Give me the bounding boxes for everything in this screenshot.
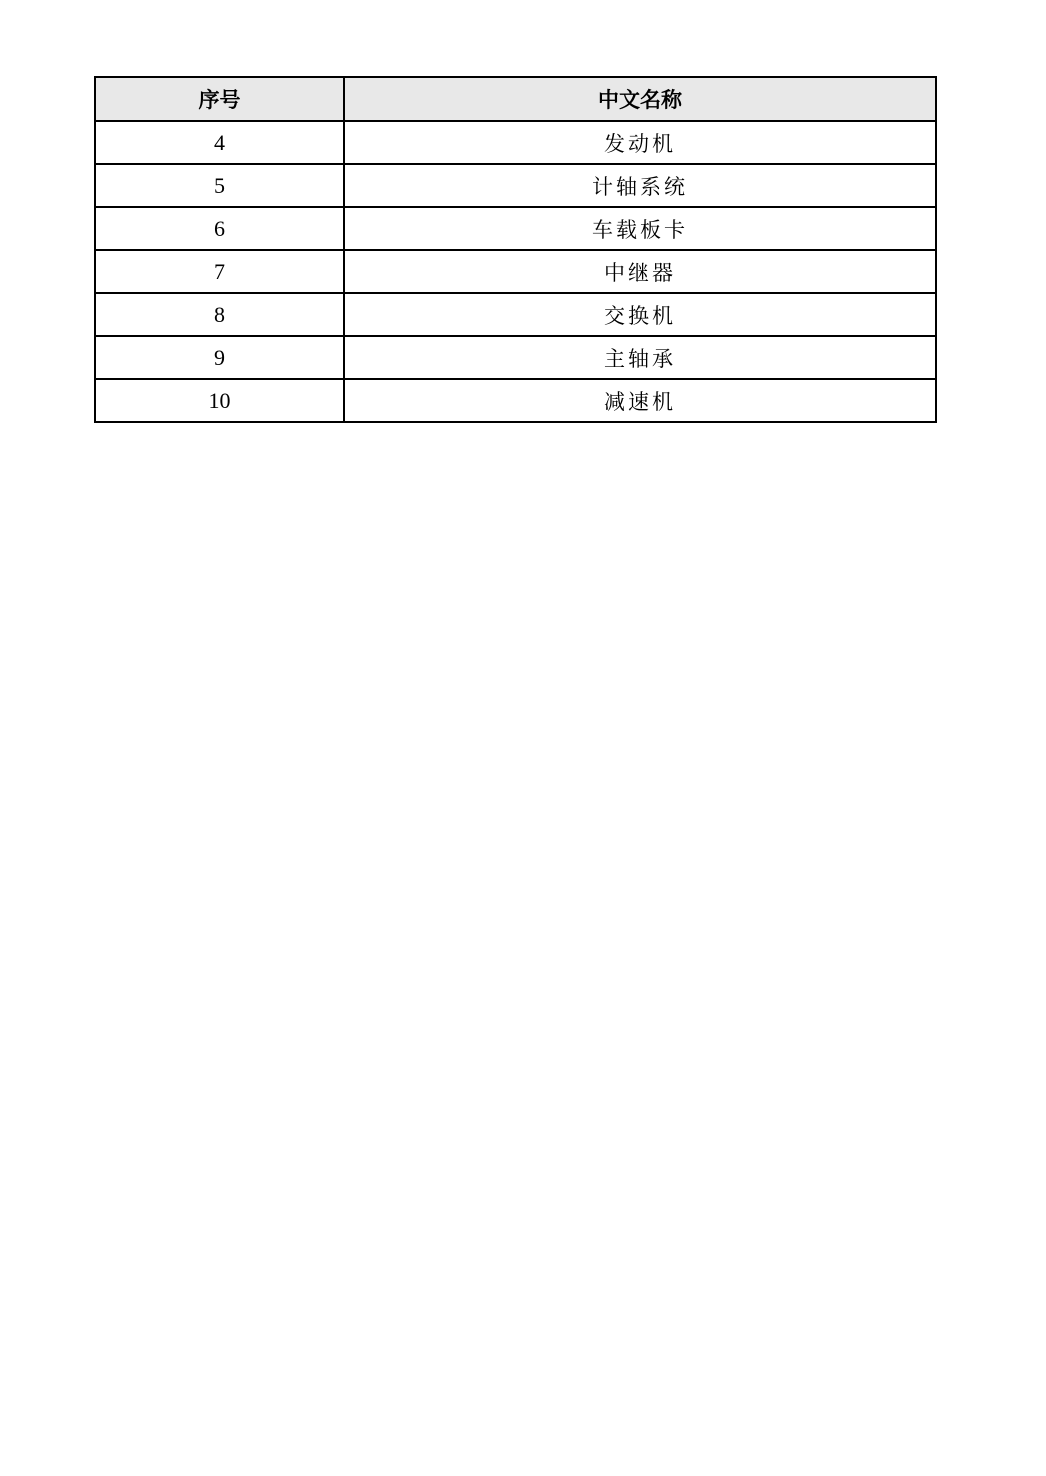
row-number: 7 xyxy=(95,250,344,293)
row-number: 5 xyxy=(95,164,344,207)
row-number: 6 xyxy=(95,207,344,250)
row-name: 中继器 xyxy=(344,250,936,293)
row-number: 4 xyxy=(95,121,344,164)
row-name: 交换机 xyxy=(344,293,936,336)
table-row xyxy=(95,293,936,336)
header-chinese-name: 中文名称 xyxy=(344,77,936,121)
row-number: 9 xyxy=(95,336,344,379)
table-row xyxy=(95,207,936,250)
table-header-row xyxy=(95,77,936,121)
row-name: 车载板卡 xyxy=(344,207,936,250)
table-row xyxy=(95,121,936,164)
table-row xyxy=(95,336,936,379)
table-row xyxy=(95,250,936,293)
row-number: 8 xyxy=(95,293,344,336)
terms-table xyxy=(94,76,937,423)
row-name: 发动机 xyxy=(344,121,936,164)
row-name: 主轴承 xyxy=(344,336,936,379)
header-number: 序号 xyxy=(95,77,344,121)
row-number: 10 xyxy=(95,379,344,422)
row-name: 减速机 xyxy=(344,379,936,422)
table-row xyxy=(95,164,936,207)
table-row xyxy=(95,379,936,422)
row-name: 计轴系统 xyxy=(344,164,936,207)
